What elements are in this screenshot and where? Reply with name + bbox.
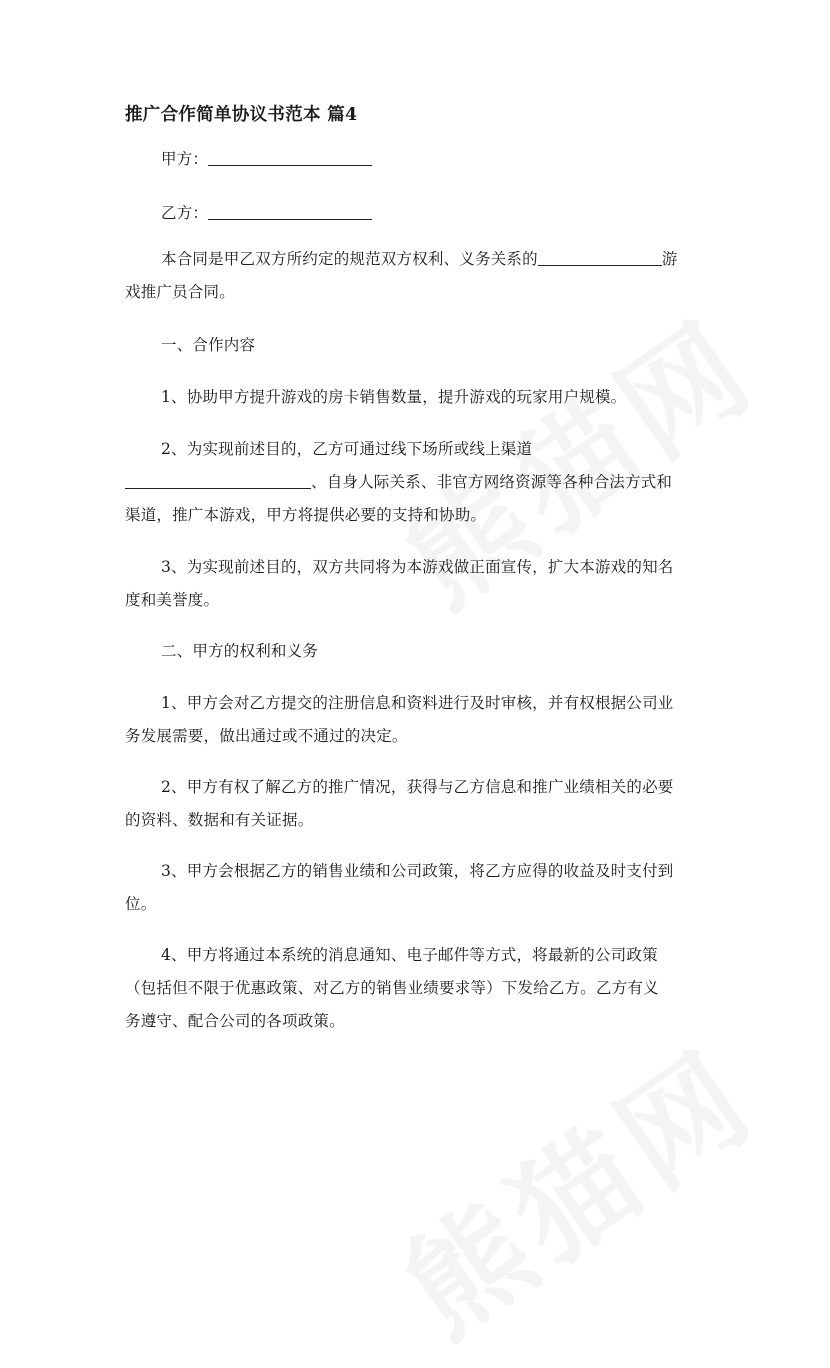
s2-item2-line1: 2、甲方有权了解乙方的推广情况，获得与乙方信息和推广业绩相关的必要: [161, 778, 674, 796]
s2-item3-line2: 位。: [125, 895, 157, 913]
section2-heading: 二、甲方的权利和义务: [161, 642, 319, 660]
party-a-blank: [208, 147, 372, 166]
s2-item2: [125, 771, 707, 837]
s1-item2-text-3: 渠道，推广本游戏，甲方将提供必要的支持和协助。: [125, 506, 487, 524]
s1-item3-line1: 3、为实现前述目的，双方共同将为本游戏做正面宣传，扩大本游戏的知名: [161, 558, 674, 576]
s1-item3-line2: 度和美誉度。: [125, 591, 220, 609]
intro-text-2: 游: [661, 250, 678, 268]
s2-item1-line1: 1、甲方会对乙方提交的注册信息和资料进行及时审核，并有权根据公司业: [161, 694, 674, 712]
party-b-label: 乙方：: [161, 204, 209, 222]
s1-item2: [125, 433, 707, 532]
intro-text-1: 本合同是甲乙双方所约定的规范双方权利、义务关系的: [161, 250, 538, 268]
section2-heading-line: [125, 635, 707, 668]
intro-blank: [538, 247, 662, 266]
party-a-label: 甲方：: [161, 150, 209, 168]
s2-item4: [125, 939, 707, 1038]
party-b-line: [125, 197, 707, 230]
section1-heading: 一、合作内容: [161, 336, 256, 354]
s1-item2-text-1: 2、为实现前述目的，乙方可通过线下场所或线上渠道: [161, 440, 533, 458]
s2-item1-line2: 务发展需要，做出通过或不通过的决定。: [125, 727, 408, 745]
s1-item1-text: 1、协助甲方提升游戏的房卡销售数量，提升游戏的玩家用户规模。: [161, 388, 627, 406]
s2-item3: [125, 855, 707, 921]
channel-blank: [125, 470, 311, 489]
s1-item3: [125, 551, 707, 617]
s2-item1: [125, 687, 707, 753]
s2-item4-line2: （包括但不限于优惠政策、对乙方的销售业绩要求等）下发给乙方。乙方有义: [125, 979, 659, 997]
s2-item3-line1: 3、甲方会根据乙方的销售业绩和公司政策，将乙方应得的收益及时支付到: [161, 862, 674, 880]
s2-item4-line1: 4、甲方将通过本系统的消息通知、电子邮件等方式，将最新的公司政策: [161, 946, 658, 964]
party-a-line: [125, 143, 707, 176]
intro-text-3: 戏推广员合同。: [125, 283, 235, 301]
document-title: 推广合作简单协议书范本 篇4: [125, 105, 358, 125]
s2-item2-line2: 的资料、数据和有关证据。: [125, 811, 314, 829]
intro-paragraph: [125, 243, 707, 309]
watermark-bottom: [366, 1004, 784, 1368]
section1-heading-line: [125, 329, 707, 362]
s2-item4-line3: 务遵守、配合公司的各项政策。: [125, 1012, 345, 1030]
party-b-blank: [208, 201, 372, 220]
s1-item2-text-2: 、自身人际关系、非官方网络资源等各种合法方式和: [311, 473, 673, 491]
s1-item1: [125, 381, 707, 414]
